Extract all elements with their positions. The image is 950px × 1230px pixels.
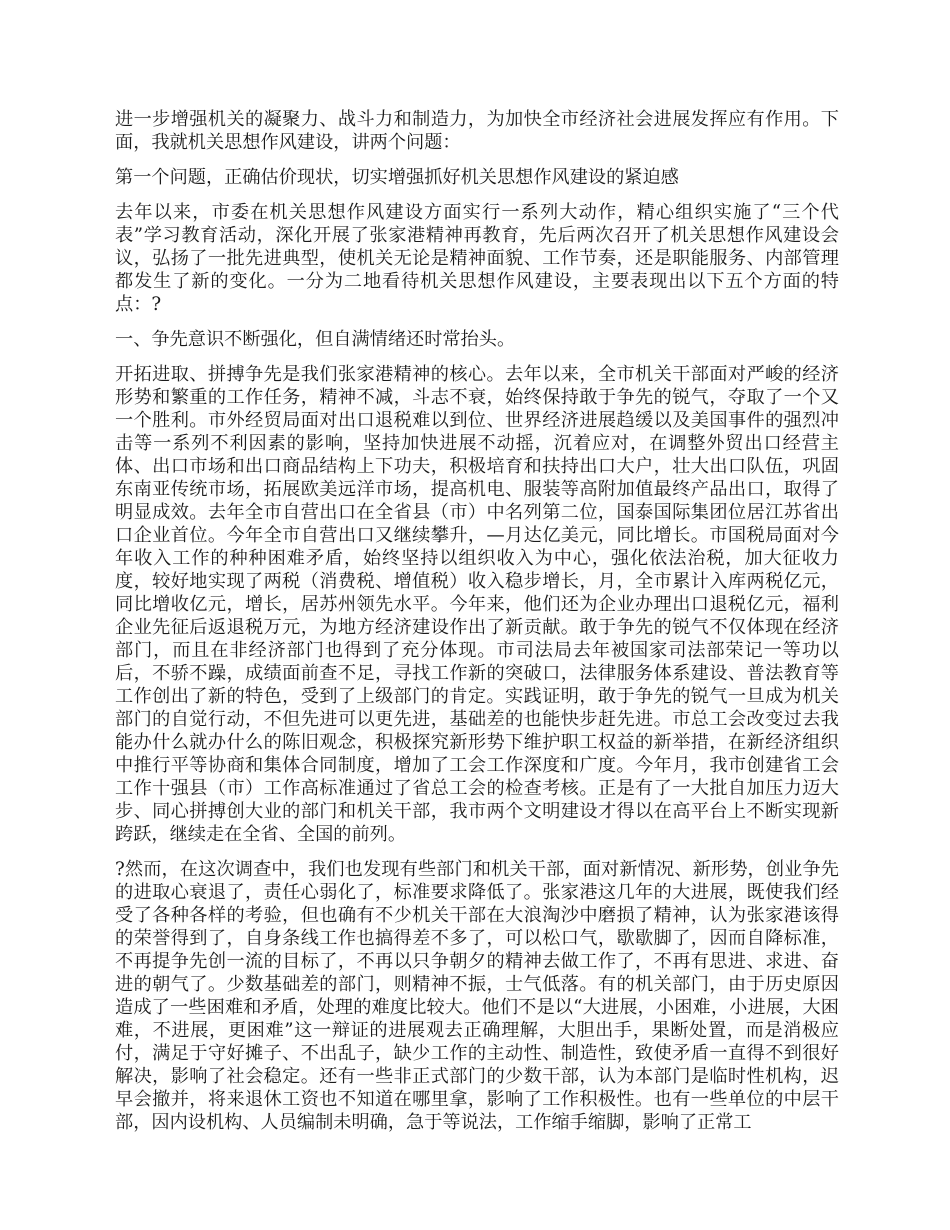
subsection-heading: 一、争先意识不断强化，但自满情绪还时常抬头。 [115,329,516,350]
body-paragraph: ?然而，在这次调查中，我们也发现有些部门和机关干部，面对新情况、新形势，创业争先的进取心衰退了，责任心弱化了，标准要求降低了。张家港这几年的大进展，既使我们经受了各种各样的考验，但也确有不少机关干部在大浪淘沙中磨损了精神，认为张家港该得的荣誉得到了，自身条线工作也搞得差不多了，可以松口气，歇歇脚了，因而自降标准，不再提争先创一流的目标了，不再以只争朝夕的精神去做工作了，不再有思进、求进、奋进的朝气了。少数基础差的部门，则精神不振，士气低落。有的机关部门，由于历史原因造成了一些困难和矛盾，处理的难度比较大。他们不是以“大进展，小困难，小进展，大困难，不进展，更困难”这一辩证的进展观去正确理解，大胆出手，果断处置，而是消极应付，满足于守好摊子、不出乱子，缺少工作的主动性、制造性，致使矛盾一直得不到很好解决，影响了社会稳定。还有一些非正式部门的少数干部，认为本部门是临时性机构，迟早会撤并，将来退休工资也不知道在哪里拿，影响了工作积极性。也有一些单位的中层干部，因内设机构、人员编制未明确，急于等说法，工作缩手缩脚，影响了正常工 [115,859,839,1133]
section-heading: 第一个问题，正确估价现状，切实增强抓好机关思想作风建设的紧迫感 [115,167,679,188]
intro-paragraph: 进一步增强机关的凝聚力、战斗力和制造力，为加快全市经济社会进展发挥应有作用。下面，我就机关思想作风建设，讲两个问题： [115,109,839,153]
body-paragraph: 开拓进取、拼搏争先是我们张家港精神的核心。去年以来，全市机关干部面对严峻的经济形势和繁重的工作任务，精神不减，斗志不衰，始终保持敢于争先的锐气，夺取了一个又一个胜利。市外经贸局面对出口退税难以到位、世界经济进展趋缓以及美国事件的强烈冲击等一系列不利因素的影响，坚持加快进展不动摇，沉着应对，在调整外贸出口经营主体、出口市场和出口商品结构上下功夫，积极培育和扶持出口大户，壮大出口队伍，巩固东南亚传统市场，拓展欧美远洋市场，提高机电、服装等高附加值最终产品出口，取得了明显成效。去年全市自营出口在全省县（市）中名列第二位，国泰国际集团位居江苏省出口企业首位。今年全市自营出口又继续攀升，—月达亿美元，同比增长。市国税局面对今年收入工作的种种困难矛盾，始终坚持以组织收入为中心，强化依法治税，加大征收力度，较好地实现了两税（消费税、增值税）收入稳步增长，月，全市累计入库两税亿元，同比增收亿元，增长，居苏州领先水平。今年来，他们还为企业办理出口退税亿元，福利企业先征后返退税万元，为地方经济建设作出了新贡献。敢于争先的锐气不仅体现在经济部门，而且在非经济部门也得到了充分体现。市司法局去年被国家司法部荣记一等功以后，不骄不躁，成绩面前查不足，寻找工作新的突破口，法律服务体系建设、普法教育等工作创出了新的特色，受到了上级部门的肯定。实践证明，敢于争先的锐气一旦成为机关部门的自觉行动，不但先进可以更先进，基础差的也能快步赶先进。市总工会改变过去我能办什么就办什么的陈旧观念，积极探究新形势下维护职工权益的新举措，在新经济组织中推行平等协商和集体合同制度，增加了工会工作深度和广度。今年月，我市创建省工会工作十强县（市）工作高标准通过了省总工会的检查考核。正是有了一大批自加压力迈大步、同心拼搏创大业的部门和机关干部，我市两个文明建设才得以在高平台上不断实现新跨跃，继续走在全省、全国的前列。 [115,364,839,845]
background-paragraph: 去年以来，市委在机关思想作风建设方面实行一系列大动作，精心组织实施了“三个代表”学习教育活动，深化开展了张家港精神再教育，先后两次召开了机关思想作风建设会议，弘扬了一批先进典型，使机关无论是精神面貌、工作节奏，还是职能服务、内部管理都发生了新的变化。一分为二地看待机关思想作风建设，主要表现出以下五个方面的特点：? [115,202,839,315]
document-body [115,108,839,1146]
